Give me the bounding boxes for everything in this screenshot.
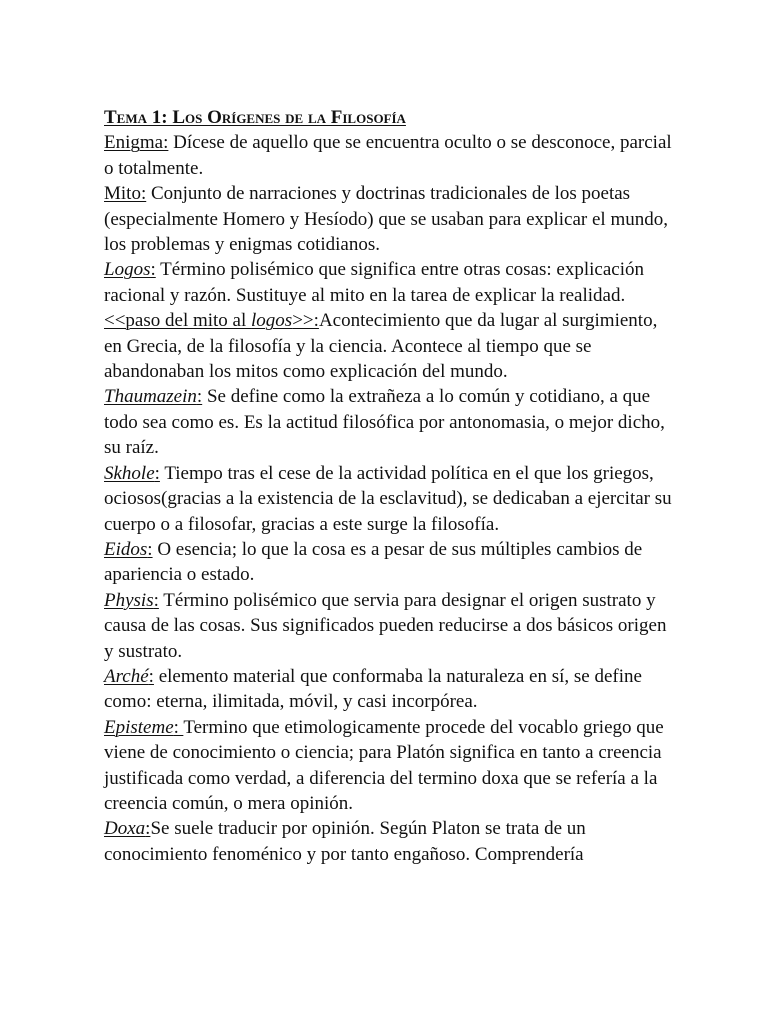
term-episteme: Episteme: <box>104 716 184 738</box>
definition-text: Termino que etimologicamente procede del vocablo griego que viene de conocimiento o ciencia; para Platón significa en tanto a creencia justificada como verdad, a diferencia del termino doxa que se refería a la creencia común, o mera opinión. <box>104 716 664 814</box>
definition-text: Término polisémico que significa entre otras cosas: explicación racional y razón. Sustituye al mito en la tarea de explicar la realidad. <box>104 259 644 306</box>
definition-paso-del-mito <box>104 308 674 384</box>
definition-text: Conjunto de narraciones y doctrinas tradicionales de los poetas (especialmente Homero y Hesíodo) que se usaban para explicar el mundo, los problemas y enigmas cotidianos. <box>104 183 668 256</box>
document-title: Tema 1: Los Orígenes de la Filosofía <box>104 107 406 128</box>
definition-text: Tiempo tras el cese de la actividad política en el que los griegos, ociosos(gracias a la existencia de la esclavitud), se dedicaban a ejercitar su cuerpo o a filosofar, gracias a este surge la filosofía. <box>104 462 672 535</box>
definition-text: Término polisémico que servia para designar el origen sustrato y causa de las cosas. Sus significados pueden reducirse a dos básicos origen y sustrato. <box>104 589 667 662</box>
definition-enigma <box>104 130 674 181</box>
term-physis: Physis: <box>104 589 159 611</box>
term-logos: Logos: <box>104 259 156 281</box>
definition-text: elemento material que conformaba la naturaleza en sí, se define como: eterna, ilimitada, móvil, y casi incorpórea. <box>104 665 642 713</box>
definition-logos <box>104 257 674 308</box>
definition-text: Dícese de aquello que se encuentra oculto o se desconoce, parcial o totalmente. <box>104 132 672 179</box>
definition-text: O esencia; lo que la cosa es a pesar de sus múltiples cambios de apariencia o estado. <box>104 538 643 586</box>
definition-physis <box>104 588 674 664</box>
term-skhole: Skhole: <box>104 462 160 484</box>
definition-thaumazein <box>104 384 674 460</box>
definition-text: Acontecimiento que da lugar al surgimiento, en Grecia, de la filosofía y la ciencia. Acontece al tiempo que se abandonaban los mitos como explicación del mundo. <box>104 310 658 383</box>
definition-text: Se define como la extrañeza a lo común y cotidiano, a que todo sea como es. Es la actitud filosófica por antonomasia, o mejor dicho, su raíz. <box>104 386 665 459</box>
term-arche: Arché: <box>104 665 154 687</box>
definition-text: Se suele traducir por opinión. Según Platon se trata de un conocimiento fenoménico y por tanto engañoso. Comprendería <box>104 818 586 865</box>
term-thaumazein: Thaumazein: <box>104 386 203 408</box>
term-doxa: Doxa: <box>104 818 151 840</box>
definition-skhole <box>104 461 674 537</box>
definition-doxa <box>104 816 674 867</box>
definition-eidos <box>104 537 674 588</box>
term-enigma: Enigma: <box>104 132 169 154</box>
term-mito: Mito: <box>104 183 147 205</box>
document-page <box>104 105 674 867</box>
term-eidos: Eidos: <box>104 538 153 560</box>
definition-arche <box>104 664 674 715</box>
definition-mito <box>104 181 674 257</box>
definition-episteme <box>104 715 674 817</box>
term-paso-del-mito: <<paso del mito al logos>>: <box>104 310 319 332</box>
